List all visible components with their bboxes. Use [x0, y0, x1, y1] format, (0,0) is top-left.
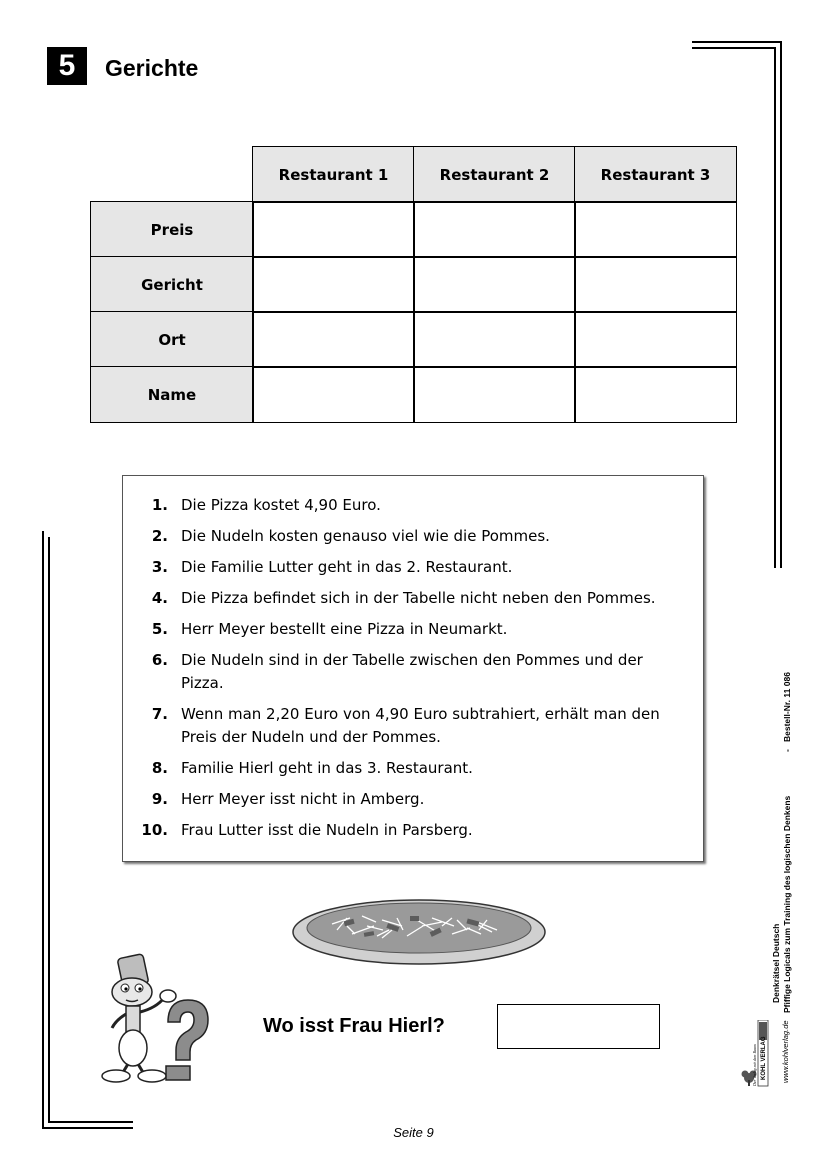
- frame-right-v1: [780, 41, 782, 568]
- answer-cell[interactable]: [413, 366, 576, 423]
- clue-text: Die Nudeln kosten genauso viel wie die Pommes.: [181, 527, 550, 545]
- sidebar-subtitle: Pfiffige Logicals zum Training des logischen Denkens: [782, 795, 792, 1013]
- clue-text: Familie Hierl geht in das 3. Restaurant.: [181, 759, 473, 777]
- sidebar-series: Denkrätsel Deutsch: [771, 923, 781, 1003]
- clue-number: 6.: [151, 651, 168, 669]
- answer-cell[interactable]: [574, 311, 737, 368]
- answer-field[interactable]: [497, 1004, 660, 1049]
- clue-item: [123, 525, 703, 548]
- clue-text: Herr Meyer bestellt eine Pizza in Neumarkt.: [181, 620, 508, 638]
- clue-text: Die Nudeln sind in der Tabelle zwischen den Pommes und der Pizza.: [181, 651, 643, 692]
- clue-text: Wenn man 2,20 Euro von 4,90 Euro subtrahiert, erhält man den Preis der Nudeln und der Pommes.: [181, 705, 660, 746]
- answer-cell[interactable]: [413, 311, 576, 368]
- answer-cell[interactable]: [252, 256, 415, 313]
- clue-item: [123, 819, 703, 842]
- frame-top-right-h1: [692, 41, 782, 43]
- publisher-logo: [740, 1020, 770, 1088]
- frame-right-v2: [774, 47, 776, 568]
- pizza-illustration: [292, 890, 546, 966]
- clue-number: 4.: [151, 589, 168, 607]
- clue-number: 2.: [151, 527, 168, 545]
- row-header: Name: [90, 366, 254, 423]
- row-header: Ort: [90, 311, 254, 368]
- clue-number: 7.: [151, 705, 168, 723]
- clue-text: Die Pizza befindet sich in der Tabelle nicht neben den Pommes.: [181, 589, 656, 607]
- answer-cell[interactable]: [413, 201, 576, 258]
- clue-number: 10.: [141, 821, 168, 839]
- clue-item: [123, 556, 703, 579]
- publisher-logo-slogan: Der Verlag mit dem Baum: [752, 1044, 757, 1086]
- clue-text: Die Pizza kostet 4,90 Euro.: [181, 496, 381, 514]
- clue-number: 3.: [151, 558, 168, 576]
- frame-bottom-h2: [48, 1121, 133, 1123]
- clue-item: [123, 587, 703, 610]
- answer-cell[interactable]: [252, 201, 415, 258]
- page-number: Seite 9: [393, 1125, 434, 1140]
- frame-left-v1: [42, 531, 44, 1129]
- clue-number: 9.: [151, 790, 168, 808]
- frame-left-v2: [48, 537, 50, 1123]
- column-header: Restaurant 2: [413, 146, 576, 203]
- clue-item: [123, 757, 703, 780]
- answer-cell[interactable]: [574, 201, 737, 258]
- row-header: Gericht: [90, 256, 254, 313]
- clue-item: [123, 788, 703, 811]
- answer-cell[interactable]: [252, 311, 415, 368]
- clue-item: [123, 703, 703, 749]
- clue-number: 1.: [151, 496, 168, 514]
- question-text: Wo isst Frau Hierl?: [263, 1015, 445, 1037]
- clue-number: 8.: [151, 759, 168, 777]
- frame-top-right-h2: [692, 47, 776, 49]
- clue-text: Die Familie Lutter geht in das 2. Restaurant.: [181, 558, 513, 576]
- clue-item: [123, 494, 703, 517]
- page-title: Gerichte: [105, 55, 199, 81]
- answer-cell[interactable]: [252, 366, 415, 423]
- clue-text: Frau Lutter isst die Nudeln in Parsberg.: [181, 821, 473, 839]
- sidebar-website: www.kohlverlag.de: [781, 1020, 790, 1083]
- task-number-badge: 5: [47, 47, 87, 85]
- sidebar-order-number: Bestell-Nr. 11 086: [782, 672, 792, 742]
- row-header: Preis: [90, 201, 254, 258]
- clue-number: 5.: [151, 620, 168, 638]
- answer-cell[interactable]: [413, 256, 576, 313]
- clue-text: Herr Meyer isst nicht in Amberg.: [181, 790, 425, 808]
- clues-box: [122, 475, 704, 862]
- column-header: Restaurant 3: [574, 146, 737, 203]
- publisher-logo-name: KOHL VERLAG: [761, 1036, 767, 1080]
- answer-cell[interactable]: [574, 256, 737, 313]
- sidebar-separator: -: [782, 749, 792, 752]
- clue-item: [123, 649, 703, 695]
- clue-item: [123, 618, 703, 641]
- column-header: Restaurant 1: [252, 146, 415, 203]
- answer-cell[interactable]: [574, 366, 737, 423]
- thinking-mascot-illustration: [98, 948, 214, 1084]
